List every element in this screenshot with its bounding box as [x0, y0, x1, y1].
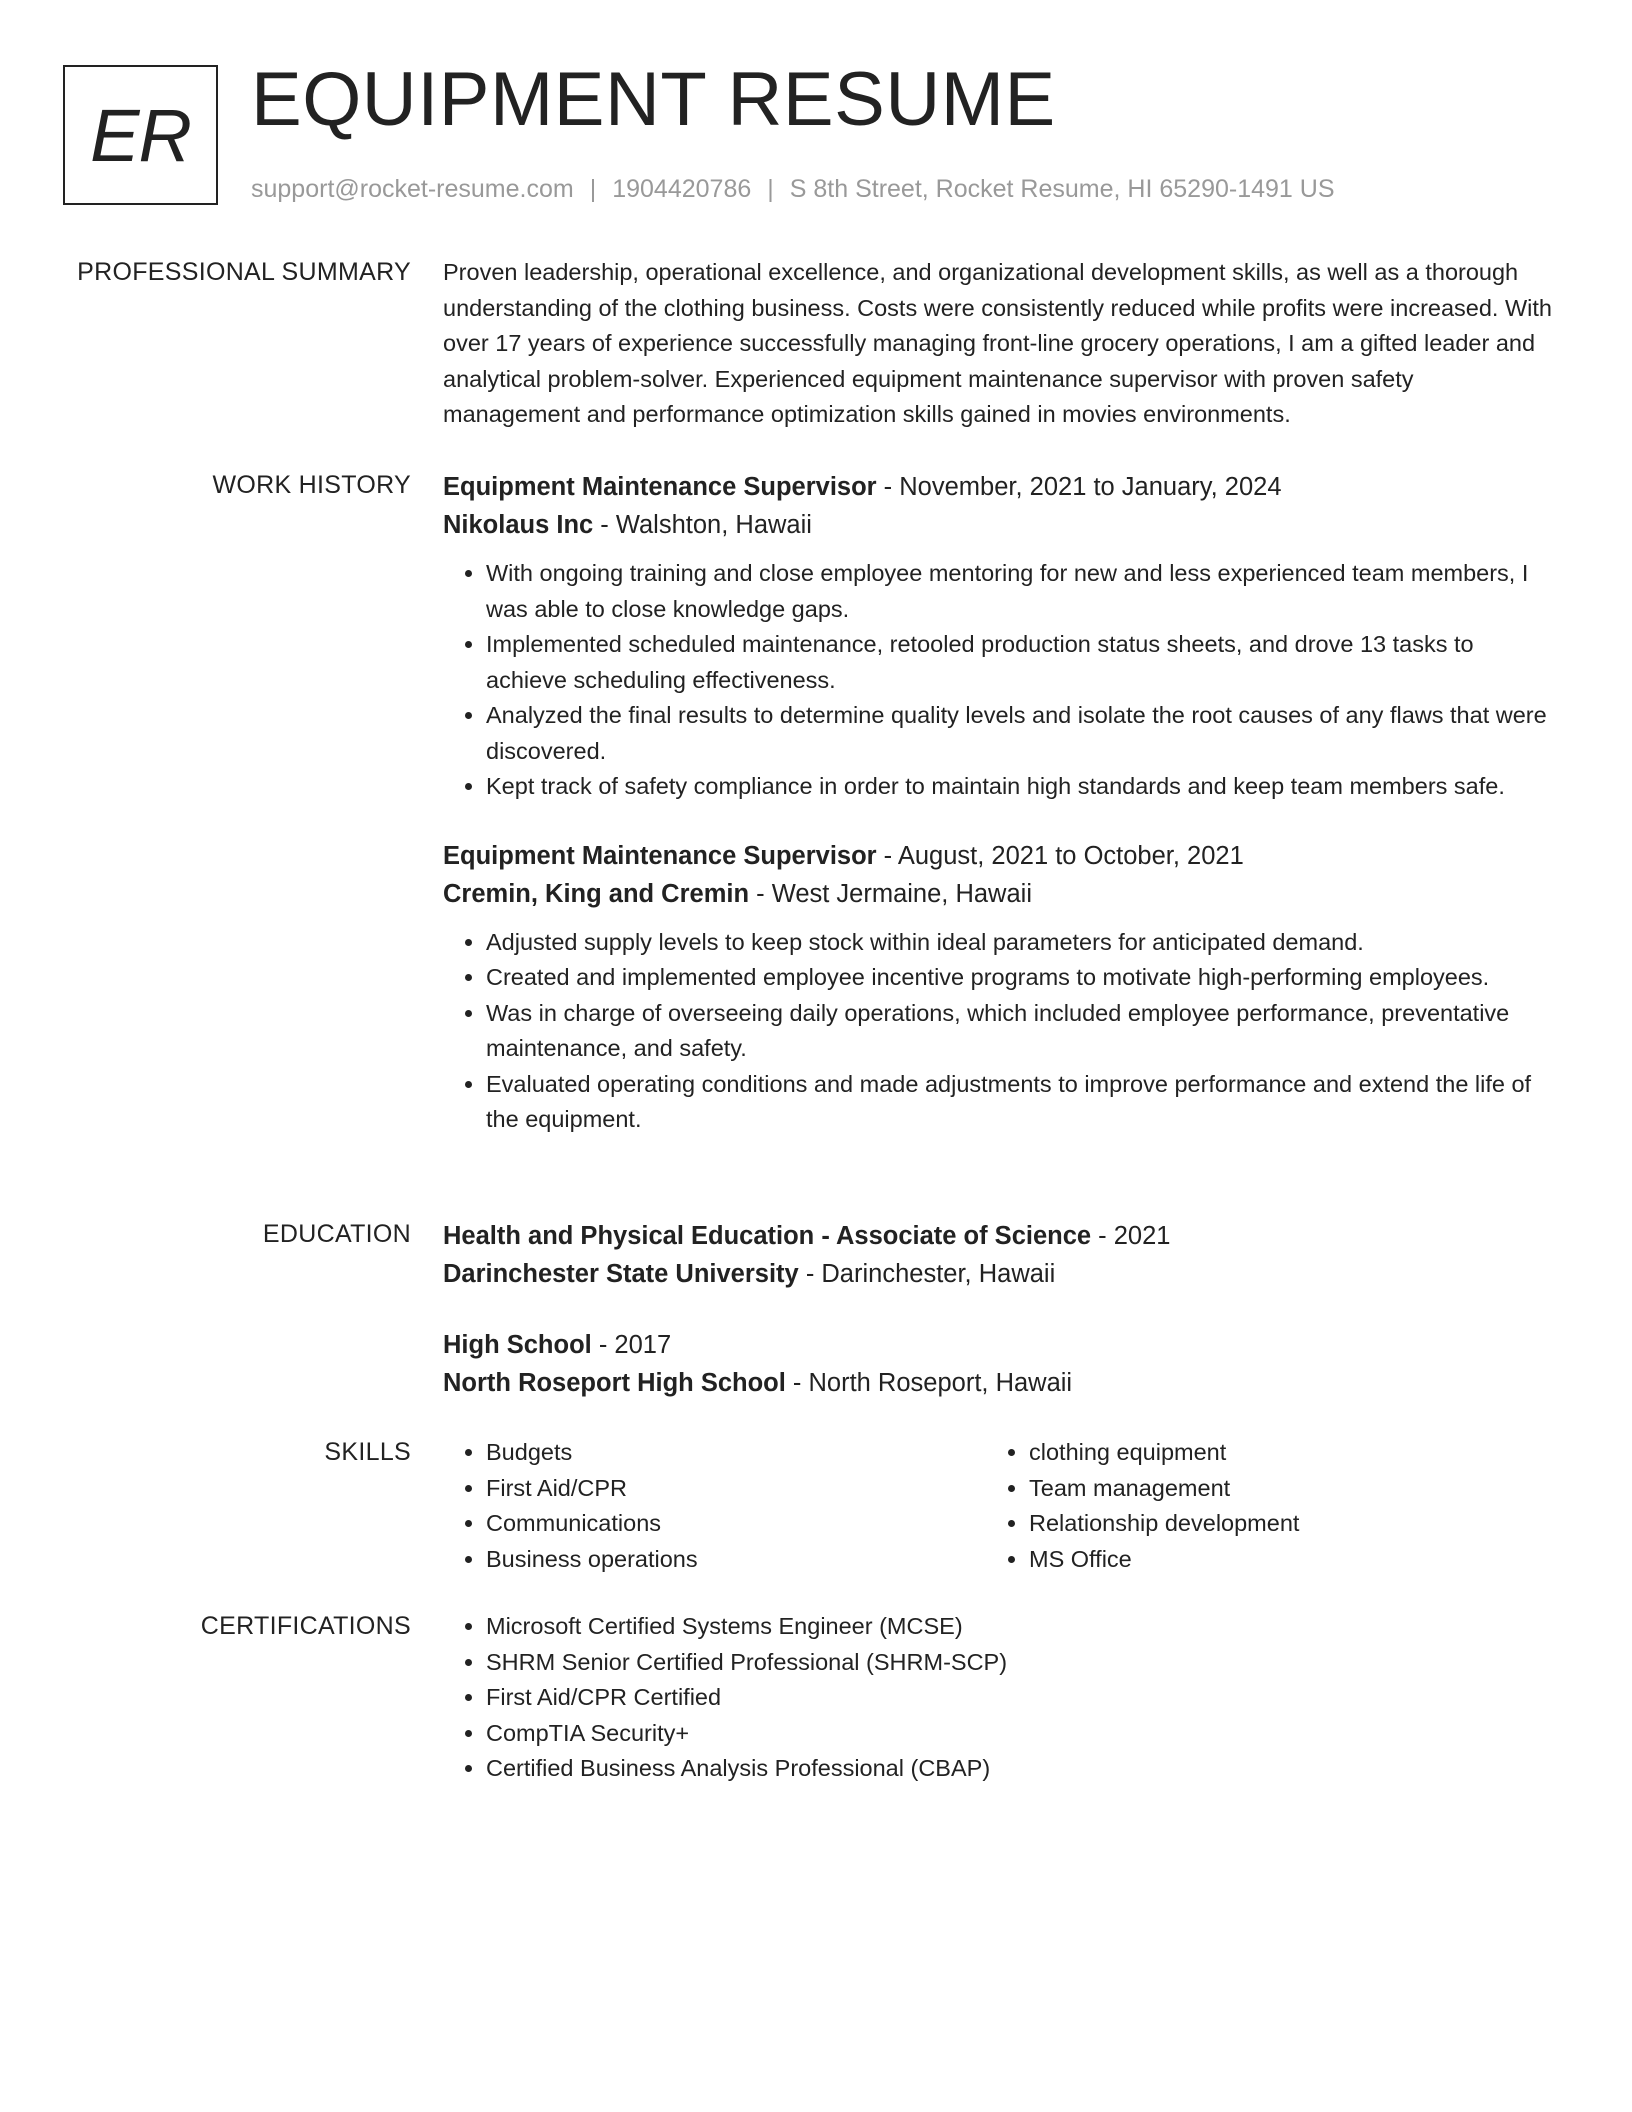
job-company: Nikolaus Inc [443, 511, 594, 539]
job-company-line [443, 875, 1553, 913]
skill-item: • Communications [486, 1506, 986, 1542]
skill-item: • First Aid/CPR [486, 1471, 986, 1507]
contact-line [251, 172, 1335, 206]
education-location: - North Roseport, Hawaii [785, 1369, 1073, 1397]
section-title-skills: SKILLS [324, 1438, 411, 1466]
job-dates: - November, 2021 to January, 2024 [876, 473, 1282, 501]
job-role-line [443, 837, 1553, 875]
skills-grid [443, 1435, 1553, 1577]
education-school-line [443, 1255, 1553, 1293]
resume-title: EQUIPMENT RESUME [251, 57, 1056, 142]
summary-text: Proven leadership, operational excellence, and organizational development skills, as well as a thorough understanding of the clothing business. Costs were consistently reduced while profits were increased. With over 17 years of experience successfully managing front-line grocery operations, I am a gifted leader and analytical problem-solver. Experienced equipment maintenance supervisor with proven safety management and performance optimization skills gained in movies environments. [443, 259, 1552, 427]
job-role-line [443, 468, 1553, 506]
skill-item: • clothing equipment [1029, 1435, 1529, 1471]
skills-column-right [986, 1435, 1529, 1577]
education-school-line [443, 1364, 1553, 1402]
skill-item: • Budgets [486, 1435, 986, 1471]
job-bullet: • Kept track of safety compliance in order to maintain high standards and keep team members safe. [486, 769, 1553, 805]
certification-item: • CompTIA Security+ [486, 1716, 1553, 1752]
education-school: North Roseport High School [443, 1369, 786, 1397]
skill-item: • MS Office [1029, 1542, 1529, 1578]
contact-address: S 8th Street, Rocket Resume, HI 65290-1491 US [789, 175, 1335, 203]
job-role: Equipment Maintenance Supervisor [443, 473, 877, 501]
contact-email[interactable]: support@rocket-resume.com [251, 175, 574, 203]
job-bullet: • Was in charge of overseeing daily operations, which included employee performance, preventative maintenance, and safety. [486, 996, 1553, 1067]
education-degree-line [443, 1217, 1553, 1255]
contact-phone[interactable]: 1904420786 [612, 175, 752, 203]
monogram-logo: ER [63, 65, 218, 205]
education-degree: Health and Physical Education - Associate of Science [443, 1222, 1092, 1250]
education-entry [443, 1217, 1553, 1293]
section-title-education: EDUCATION [262, 1220, 411, 1248]
job-bullet: • Implemented scheduled maintenance, retooled production status sheets, and drove 13 tasks to achieve scheduling effectiveness. [486, 627, 1553, 698]
education-year: - 2017 [591, 1331, 672, 1359]
education-school: Darinchester State University [443, 1260, 799, 1288]
certification-item: • Microsoft Certified Systems Engineer (MCSE) [486, 1609, 1553, 1645]
education-degree: High School [443, 1331, 592, 1359]
job-bullets [443, 556, 1553, 805]
certification-item: • First Aid/CPR Certified [486, 1680, 1553, 1716]
skill-item: • Business operations [486, 1542, 986, 1578]
contact-separator: | [589, 175, 597, 203]
education-year: - 2021 [1091, 1222, 1171, 1250]
certifications-list [443, 1609, 1553, 1787]
job-location: - West Jermaine, Hawaii [749, 879, 1032, 908]
job-bullet: • Analyzed the final results to determine quality levels and isolate the root causes of any flaws that were discovered. [486, 698, 1553, 769]
certification-item: • Certified Business Analysis Professional (CBAP) [486, 1751, 1553, 1787]
job-bullet: • Evaluated operating conditions and made adjustments to improve performance and extend the life of the equipment. [486, 1067, 1553, 1138]
section-title-work-history: WORK HISTORY [212, 471, 411, 499]
job-dates: - August, 2021 to October, 2021 [876, 841, 1244, 870]
job-company: Cremin, King and Cremin [443, 879, 750, 908]
job-bullet: • With ongoing training and close employee mentoring for new and less experienced team members, I was able to close knowledge gaps. [486, 556, 1553, 627]
job-bullet: • Created and implemented employee incentive programs to motivate high-performing employees. [486, 960, 1553, 996]
job-entry [443, 468, 1553, 805]
education-entry [443, 1326, 1553, 1402]
certification-item: • SHRM Senior Certified Professional (SHRM-SCP) [486, 1645, 1553, 1681]
job-bullets [443, 925, 1553, 1138]
skill-item: • Team management [1029, 1471, 1529, 1507]
education-degree-line [443, 1326, 1553, 1364]
job-company-line [443, 506, 1553, 544]
education-location: - Darinchester, Hawaii [798, 1260, 1056, 1288]
contact-separator: | [767, 175, 774, 203]
section-title-summary: PROFESSIONAL SUMMARY [77, 258, 411, 286]
skill-item: • Relationship development [1029, 1506, 1529, 1542]
skills-column-left [443, 1435, 986, 1577]
job-location: - Walshton, Hawaii [593, 511, 812, 539]
job-bullet: • Adjusted supply levels to keep stock within ideal parameters for anticipated demand. [486, 925, 1553, 961]
section-title-certifications: CERTIFICATIONS [200, 1612, 411, 1640]
job-entry [443, 837, 1553, 1138]
job-role: Equipment Maintenance Supervisor [443, 841, 877, 870]
